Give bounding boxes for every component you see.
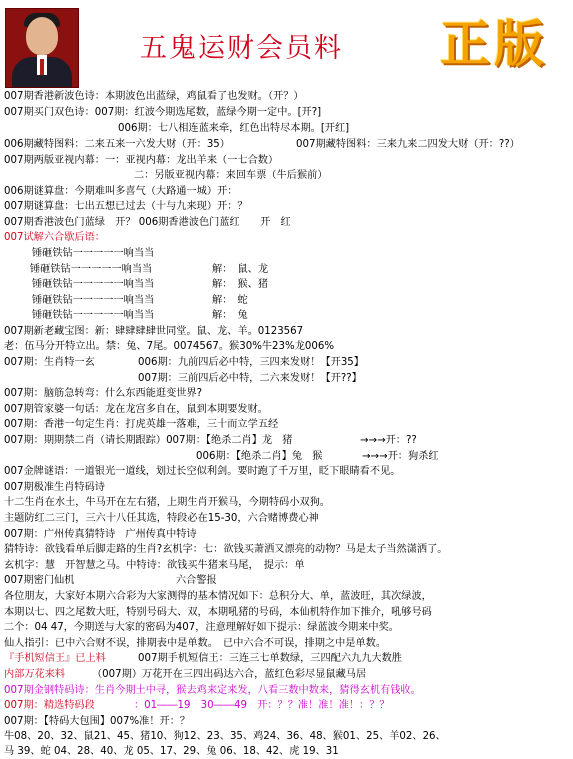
text-line: 007金牌谜语：一道银光一道线，划过长空似利剑。要时跑了千万里，眨下眼睛看不见。	[4, 466, 401, 477]
text-line: 『手机短信王』已上料	[4, 653, 106, 664]
text-line: 内部万花来料	[4, 669, 66, 680]
text-line: 007期极准生肖特码诗	[4, 482, 105, 493]
text-line: 仙人指引：已中六合财不误，排期表中是单数。 已中六合不可误，排期之中是单数。	[4, 638, 387, 649]
page-title: 五鬼运财会员料	[140, 33, 343, 64]
text-line: 六合警报	[176, 575, 217, 586]
text-line: 007期：生肖特一玄	[4, 357, 95, 368]
text-line: （007期）万花开在三四出码达六合，蓝红色彩尽显鼠藏马居	[92, 669, 367, 680]
portrait-image	[5, 8, 79, 88]
text-line: 007期买门双色诗：007期：红波今期选尾数，蓝绿今期一定中。[开?]	[4, 107, 322, 118]
text-line: 牛08、20、32、鼠21、45、猪10、狗12、23、35、鸡24、36、48、猴01、25、羊02、26、	[4, 731, 446, 742]
text-line: 二：另版亚视内幕：来回车票（牛后猴前）	[134, 170, 328, 181]
text-line: 十二生肖在水土，牛马开在左右猪，上期生肖开猴马，今期特码小双狗。	[4, 497, 330, 508]
text-line: 解： 蛇	[212, 295, 248, 306]
text-line: 本期以七、四之尾数大旺，特别号码大、双，本期吼猪的号码，本仙机特作加下推介，吼够号码	[4, 607, 432, 618]
text-line: 007期香港新波色诗：本期波色出蓝绿，鸡鼠看了也发财。（开？）	[4, 91, 304, 102]
text-line: 007期：三前四后必中特，二六来发财！【开??】	[138, 373, 362, 384]
text-line: 猜特诗：欲钱看单后脚走路的生肖?玄机字：七：欲钱买萧洒又漂亮的动物？马是太子当然潇洒了。	[4, 544, 448, 555]
text-line: 解： 兔	[212, 310, 248, 321]
text-line: 006期：【绝杀二肖】兔 猴	[196, 451, 323, 462]
text-line: 006期：九前四后必中特，三四来发财！【开35】	[138, 357, 364, 368]
text-line: 007期：香港一句定生肖：打虎英雄一落难，三十而立学五经	[4, 419, 279, 430]
text-line: 007期：【特码大包围】007%准！开：？	[4, 716, 191, 727]
text-line: 007期：广州传真猜特诗 广州传真中特诗	[4, 529, 197, 540]
text-line: →→→开：??	[360, 435, 417, 446]
text-line: 锤砸铁钻一一一一一响当当	[32, 295, 155, 306]
authentic-seal: 正版	[440, 14, 548, 73]
text-line: 007期谜算盘：七出五想已过去（十与九来现）开：？	[4, 201, 248, 212]
text-line: 解： 猴、猪	[212, 279, 269, 290]
text-line: 007期手机短信王：三连三七单数绿，三四配六九九大数胜	[138, 653, 402, 664]
text-line: 007期：脑筋急转弯：什么东西能逛变世界?	[4, 388, 203, 399]
text-line: →→→开：狗杀红	[362, 451, 439, 462]
text-line: 主题防红二三门，三六十八任其选，特段必在15-30，六合赌博费心神	[4, 513, 319, 524]
text-line: 锤砸铁钻一一一一一响当当	[32, 279, 155, 290]
text-line: 二个：04 47，今期送与大家的密码为407，注意理解好如下提示：绿蓝波今期来中奖。	[4, 622, 399, 633]
text-line: 锤砸铁钻一一一一一响当当	[32, 310, 155, 321]
text-line: 007期新老藏宝图：新：肆肆肆肆世同堂。鼠、龙、羊。0123567	[4, 326, 304, 337]
text-line: 007试解六合歇后语：	[4, 232, 105, 243]
text-line: 006期藏特图料：二来五来一六发大财（开：35）	[4, 139, 230, 150]
text-line: 老：伍马分开特立出。禁：兔、7尾。0074567。猴30%牛23%龙006%	[4, 341, 335, 352]
text-line: 006期谜算盘：今期难叫多喜气（大路通一城）开：	[4, 186, 238, 197]
text-line: 解： 鼠、龙	[212, 264, 269, 275]
text-line: 007期藏特图料：三来九来二四发大财（开：??）	[296, 139, 520, 150]
text-line: 锤砸铁钻一一一一一响当当	[32, 248, 155, 259]
text-line: 007期两版亚视内幕：一：亚视内幕：龙出羊来（一七合数）	[4, 155, 279, 166]
text-line: 007期金钢特码诗：生肖今期土中寻，猴去鸡来定来发，八看三数中数来，猜得玄机有钱收。	[4, 685, 421, 696]
text-line: 马 39、蛇 04、28、40、龙 05、17、29、兔 06、18、42、虎 19、31	[4, 746, 339, 757]
text-line: 007期：精选特码段	[4, 700, 95, 711]
text-line: 锤砸铁钻一一一一一响当当	[30, 264, 153, 275]
text-line: 007期香港波色门蓝绿 开？ 006期香港波色门蓝红 开 红	[4, 217, 291, 228]
text-line: 007期密门仙机	[4, 575, 75, 586]
text-line: 各位朋友，大家好本期六合彩为大家测得的基本情况如下：总积分大、单，蓝波旺，其次绿波，	[4, 591, 432, 602]
text-line: 006期：七八相连蓝来牵，红色出特尽本期。[开红]	[118, 123, 350, 134]
text-line: 007期管家婆一句话：龙在龙宫多自在，鼠到本期要发财。	[4, 404, 268, 415]
text-line: 007期：期期禁二肖（请长期跟踪）007期：【绝杀二肖】龙 猪	[4, 435, 293, 446]
text-line: 玄机字：慧 开智慧之马。中特诗：欲钱买牛猪来马尾， 提示：单	[4, 560, 305, 571]
text-line: ：01――19 30――49 开：？？准！准！准！：？？	[134, 700, 390, 711]
